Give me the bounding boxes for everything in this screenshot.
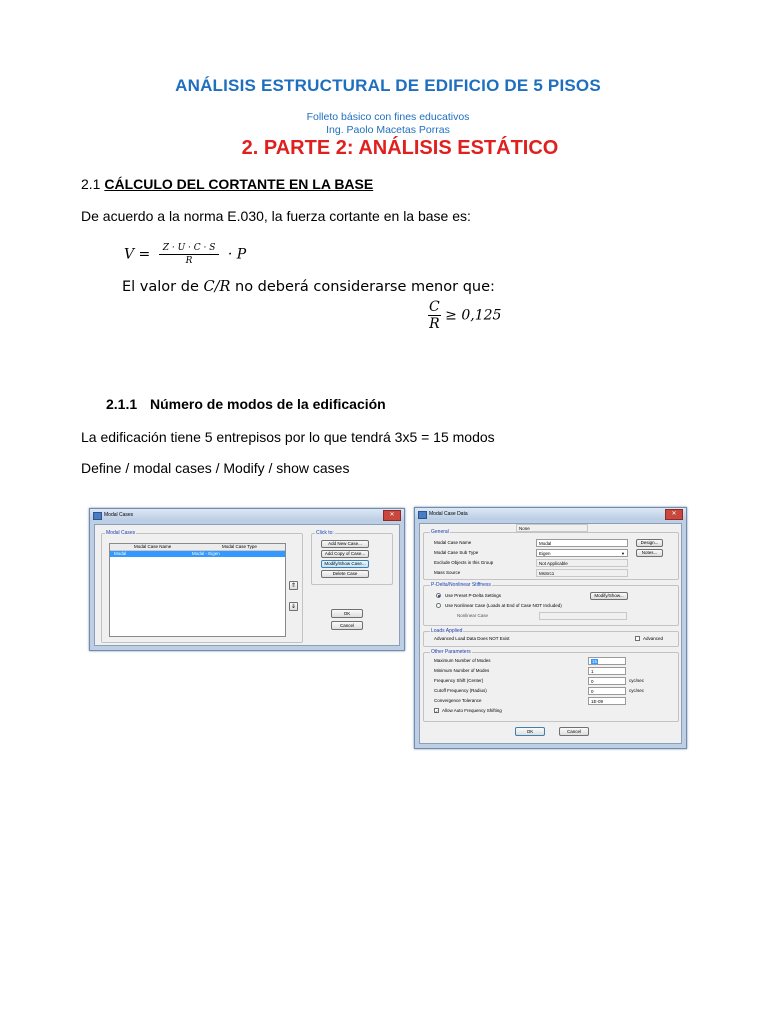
- exclude-objects-label: Exclude Objects in this Group: [434, 560, 494, 565]
- advanced-load-label: Advanced Load Data Does NOT Exist: [434, 636, 510, 641]
- auto-shift-checkbox[interactable]: ✓: [435, 709, 439, 714]
- modal-cases-dialog: [89, 508, 405, 651]
- dialog-title: Modal Cases: [104, 512, 134, 518]
- cutoff-frequency-label: Cutoff Frequency (Radius): [434, 688, 487, 693]
- max-modes-input[interactable]: [588, 657, 626, 665]
- group-label: Other Parameters: [431, 649, 471, 655]
- mass-source-field: MsSrc1: [536, 569, 628, 577]
- convergence-tolerance-label: Convergence Tolerance: [434, 698, 482, 703]
- menu-path-paragraph: Define / modal cases / Modify / show cases: [81, 460, 350, 476]
- intro-paragraph: De acuerdo a la norma E.030, la fuerza cortante en la base es:: [81, 208, 471, 224]
- condition-suffix: no deberá considerarse menor que:: [230, 279, 495, 295]
- document-author: Ing. Paolo Macetas Porras: [326, 124, 450, 136]
- nonlinear-case-option-label: Use Nonlinear Case (Loads at End of Case NOT Included): [445, 603, 562, 608]
- frequency-shift-unit: cyc/sec: [629, 678, 645, 683]
- group-label: Click to:: [316, 530, 334, 536]
- nonlinear-case-radio[interactable]: [436, 603, 441, 608]
- cutoff-frequency-input[interactable]: 0: [588, 687, 626, 695]
- move-up-button[interactable]: ⇑: [290, 583, 297, 589]
- ratio-fraction: [428, 299, 441, 332]
- cell-name: Modal: [114, 551, 127, 556]
- nonlinear-case-field: [539, 612, 627, 620]
- col-header-type: Modal Case Type: [222, 544, 257, 549]
- modal-cases-table[interactable]: [109, 543, 286, 637]
- cutoff-frequency-unit: cyc/sec: [629, 688, 645, 693]
- part-title: 2. PARTE 2: ANÁLISIS ESTÁTICO: [241, 137, 559, 159]
- modal-case-name-label: Modal Case Name: [434, 540, 472, 545]
- condition-prefix: El valor de: [122, 279, 204, 295]
- section-heading-2-1-1: [106, 396, 386, 412]
- min-modes-label: Minimum Number of Modes: [434, 668, 490, 673]
- sub-type-value: Eigen: [539, 551, 551, 556]
- ratio-formula: [428, 299, 501, 332]
- table-header: [110, 544, 285, 551]
- preset-pdelta-radio[interactable]: [436, 593, 441, 598]
- add-new-case-button[interactable]: Add New Case...: [321, 540, 369, 548]
- table-row[interactable]: [110, 551, 285, 557]
- modes-paragraph: La edificación tiene 5 entrepisos por lo que tendrá 3x5 = 15 modos: [81, 429, 495, 445]
- document-subtitle: Folleto básico con fines educativos: [306, 111, 470, 123]
- app-icon: [418, 511, 427, 519]
- nonlinear-case-label: Nonlinear Case: [457, 613, 489, 618]
- frequency-shift-label: Frequency Shift (Center): [434, 678, 484, 683]
- group-label: P-Delta/Nonlinear Stiffness: [431, 582, 491, 588]
- subsection-title: Número de modos de la edificación: [150, 396, 386, 412]
- close-icon[interactable]: ✕: [383, 510, 401, 521]
- max-modes-value: 15: [592, 659, 598, 664]
- formula-denominator: R: [185, 256, 193, 266]
- ratio-numerator: C: [429, 299, 440, 315]
- subsection-number: 2.1.1: [106, 396, 138, 412]
- group-label: Modal Cases: [106, 530, 136, 536]
- add-copy-case-button[interactable]: Add Copy of Case...: [321, 550, 369, 558]
- dialog-titlebar: [90, 509, 404, 521]
- document-title: ANÁLISIS ESTRUCTURAL DE EDIFICIO DE 5 PISOS: [175, 76, 601, 95]
- modify-show-case-button[interactable]: Modify/Show Case...: [321, 560, 369, 568]
- chevron-down-icon: ▼: [621, 551, 625, 556]
- modal-case-data-dialog: [414, 507, 687, 749]
- section-title: CÁLCULO DEL CORTANTE EN LA BASE: [104, 176, 374, 192]
- shear-formula: [124, 243, 246, 266]
- dialog-titlebar: [415, 508, 686, 520]
- section-heading-2-1: [81, 176, 373, 192]
- condition-text: [122, 279, 495, 295]
- move-down-button[interactable]: ⇓: [290, 604, 297, 610]
- ok-button[interactable]: OK: [515, 727, 545, 736]
- formula-fraction: [159, 243, 220, 266]
- col-header-name: Modal Case Name: [134, 544, 172, 549]
- ratio-denominator: R: [429, 316, 440, 332]
- group-label: General: [431, 529, 449, 535]
- preset-pdelta-field: None: [516, 524, 588, 532]
- max-modes-label: Maximum Number of Modes: [434, 658, 491, 663]
- app-icon: [93, 512, 102, 520]
- advanced-label: Advanced: [643, 636, 664, 641]
- condition-var: C/R: [203, 279, 231, 295]
- delete-case-button[interactable]: Delete Case: [321, 570, 369, 578]
- exclude-objects-field: Not Applicable: [536, 559, 628, 567]
- auto-shift-label: Allow Auto Frequency Shifting: [442, 708, 502, 713]
- sub-type-select[interactable]: [536, 549, 628, 557]
- formula-numerator: Z · U · C · S: [159, 243, 220, 255]
- convergence-tolerance-input[interactable]: 1E-09: [588, 697, 626, 705]
- modal-case-name-input[interactable]: Modal: [536, 539, 628, 547]
- preset-pdelta-label: Use Preset P-Delta Settings: [445, 593, 502, 598]
- group-label: Loads Applied: [431, 628, 463, 634]
- formula-rhs: · P: [227, 246, 247, 263]
- section-number: 2.1: [81, 176, 101, 192]
- formula-lhs: V =: [124, 246, 151, 263]
- cell-type: Modal - Eigen: [192, 551, 220, 556]
- ratio-rhs: ≥ 0,125: [445, 307, 502, 324]
- dialog-title: Modal Case Data: [429, 511, 468, 517]
- mass-source-label: Mass Source: [434, 570, 461, 575]
- sub-type-label: Modal Case Sub Type: [434, 550, 479, 555]
- ok-button[interactable]: OK: [331, 609, 363, 618]
- dialog-client: [94, 524, 400, 646]
- modify-show-button[interactable]: Modify/Show...: [590, 592, 628, 600]
- advanced-checkbox[interactable]: [635, 636, 640, 641]
- cancel-button[interactable]: Cancel: [331, 621, 363, 630]
- notes-button[interactable]: Notes...: [636, 549, 663, 557]
- design-button[interactable]: Design...: [636, 539, 663, 547]
- dialog-client: [419, 523, 682, 744]
- frequency-shift-input[interactable]: 0: [588, 677, 626, 685]
- close-icon[interactable]: ✕: [665, 509, 683, 520]
- min-modes-input[interactable]: 1: [588, 667, 626, 675]
- cancel-button[interactable]: Cancel: [559, 727, 589, 736]
